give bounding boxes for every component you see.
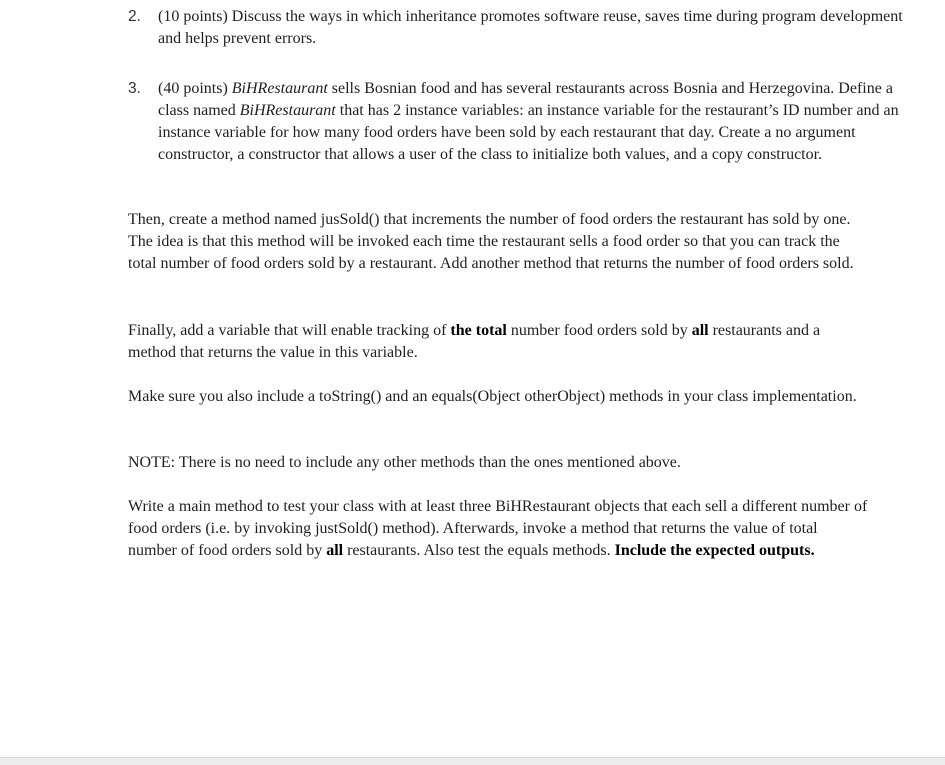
bold-text: all <box>691 322 709 339</box>
question-number: 3. <box>128 80 141 97</box>
question-3 <box>128 78 918 166</box>
bold-text: all <box>326 542 344 559</box>
bold-text: Include the expected outputs. <box>614 542 815 559</box>
text-run: sells Bosnian food and has several restaurants across Bosnia and Herzegovina. Define a class named <box>158 80 893 119</box>
text-run: Finally, add a variable that will enable tracking of <box>128 322 451 339</box>
question-text <box>158 78 918 166</box>
question-text: (10 points) Discuss the ways in which inheritance promotes software reuse, saves time during program development and helps prevent errors. <box>158 8 903 47</box>
paragraph-then: Then, create a method named jusSold() that increments the number of food orders the restaurant has sold by one. The idea is that this method will be invoked each time the restaurant sells a food order so that you can track the total number of food orders sold by a restaurant. Add another method that returns the number of food orders sold. <box>128 211 854 272</box>
class-name-italic: BiHRestaurant <box>239 102 336 119</box>
paragraph-make-sure: Make sure you also include a toString() and an equals(Object otherObject) methods in your class implementation. <box>128 388 857 405</box>
text-run: Write a main method to test your class with at least three BiHRestaurant objects that each sell a different number of food orders (i.e. by invoking justSold() method). Afterwards, invoke a method that returns the value of total number of food orders sold by <box>128 498 868 559</box>
class-name-italic: BiHRestaurant <box>231 80 328 97</box>
question-number: 2. <box>128 8 141 25</box>
text-run: restaurants. Also test the equals methods. <box>343 542 615 559</box>
bottom-scroll-bar[interactable] <box>0 757 945 765</box>
paragraph-note: NOTE: There is no need to include any other methods than the ones mentioned above. <box>128 454 681 471</box>
question-2 <box>128 6 918 50</box>
paragraph-write-main <box>128 496 868 562</box>
text-run: restaurants and a method that returns the value in this variable. <box>128 322 821 361</box>
paragraph-finally <box>128 320 868 364</box>
text-run: that has 2 instance variables: an instance variable for the restaurant’s ID number and an instance variable for how many food orders have been sold by each restaurant that day. Create a no argument constructor, a constructor that allows a user of the class to initialize both values, and a copy constructor. <box>158 102 899 163</box>
text-run: (40 points) <box>158 80 232 97</box>
text-run: number food orders sold by <box>506 322 692 339</box>
bold-text: the total <box>450 322 507 339</box>
